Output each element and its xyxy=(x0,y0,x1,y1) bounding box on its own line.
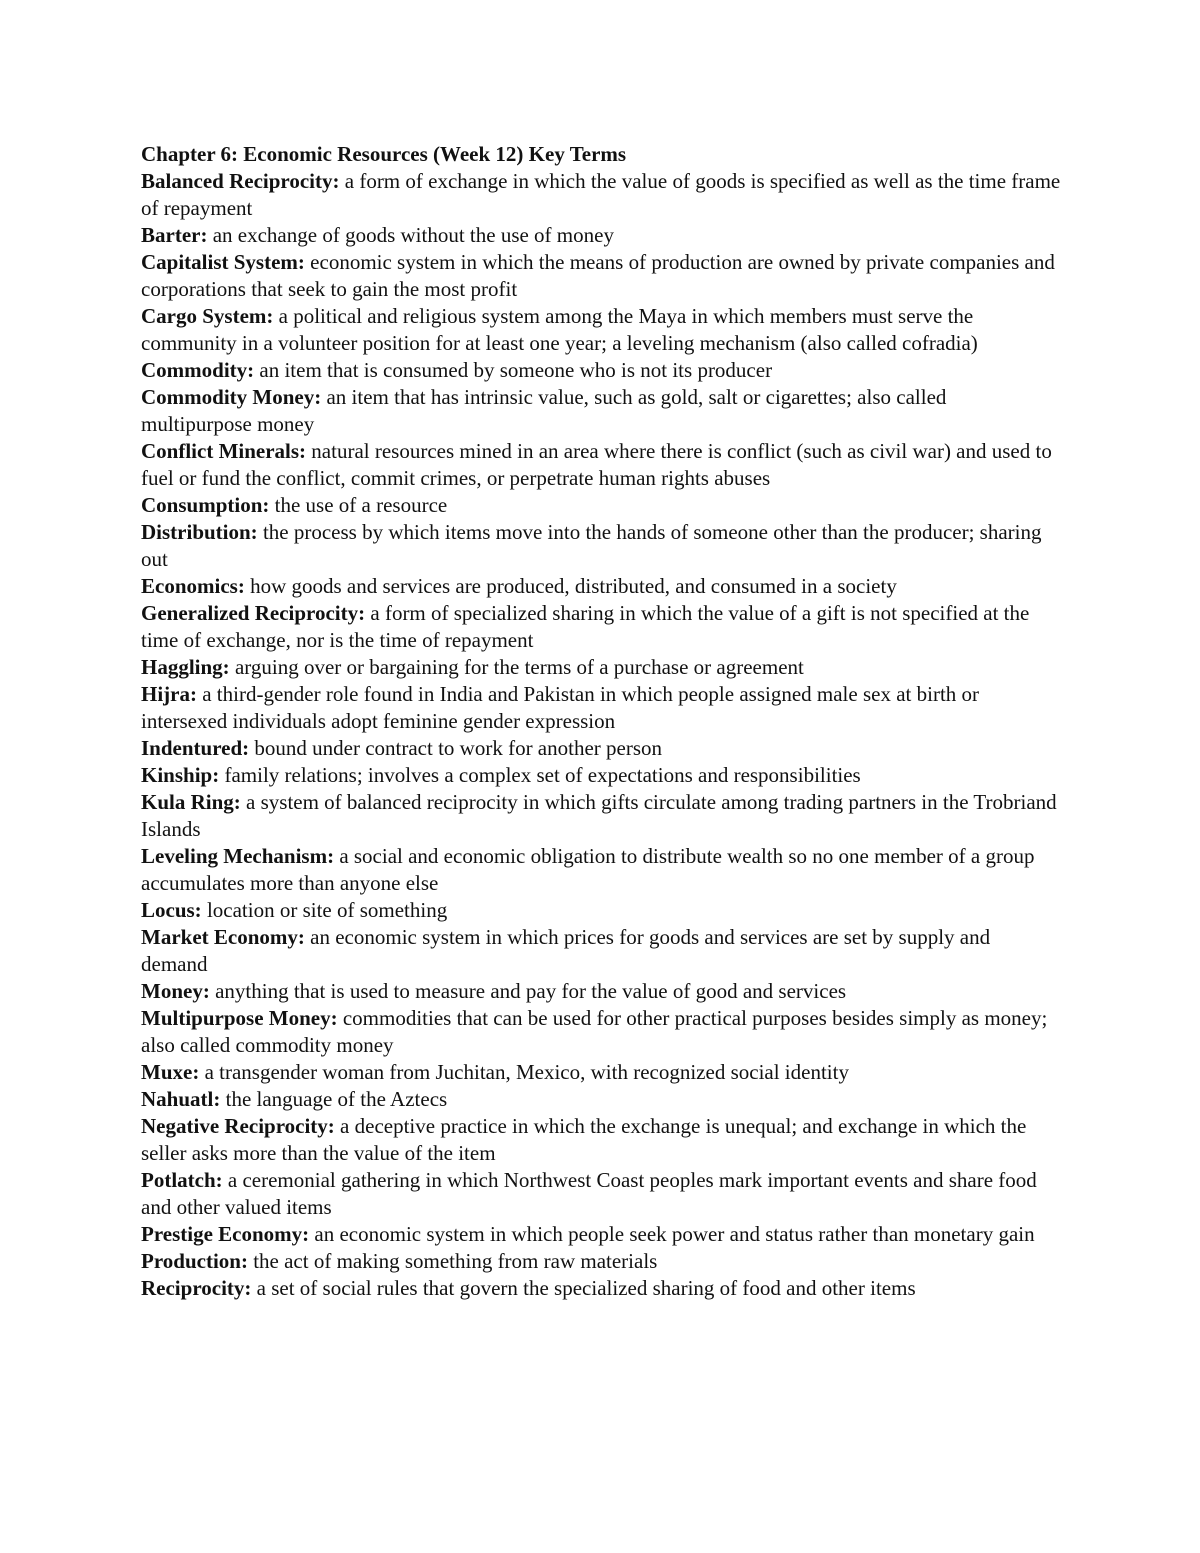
glossary-entry xyxy=(141,978,1061,1005)
glossary-term: Barter: xyxy=(141,223,208,247)
glossary-term: Indentured: xyxy=(141,736,250,760)
glossary-entry xyxy=(141,1167,1061,1221)
glossary-term: Generalized Reciprocity: xyxy=(141,601,366,625)
glossary-definition: the use of a resource xyxy=(269,493,448,517)
glossary-entry xyxy=(141,654,1061,681)
glossary-definition: commodities that can be used for other practical purposes besides simply as money; also called commodity money xyxy=(141,1006,1048,1057)
glossary-definition: a deceptive practice in which the exchange is unequal; and exchange in which the seller asks more than the value of the item xyxy=(141,1114,1027,1165)
glossary-term: Nahuatl: xyxy=(141,1087,221,1111)
glossary-entry xyxy=(141,573,1061,600)
glossary-term: Locus: xyxy=(141,898,202,922)
glossary-entry xyxy=(141,843,1061,897)
glossary-term: Economics: xyxy=(141,574,245,598)
glossary-definition: an item that is consumed by someone who is not its producer xyxy=(254,358,773,382)
glossary-entry xyxy=(141,249,1061,303)
glossary-term: Cargo System: xyxy=(141,304,274,328)
glossary-term: Haggling: xyxy=(141,655,230,679)
glossary-definition: a form of exchange in which the value of goods is specified as well as the time frame of repayment xyxy=(141,169,1061,220)
glossary-entry xyxy=(141,357,1061,384)
glossary-entry xyxy=(141,519,1061,573)
glossary-definition: an economic system in which people seek power and status rather than monetary gain xyxy=(309,1222,1035,1246)
glossary-definition: a set of social rules that govern the specialized sharing of food and other items xyxy=(251,1276,916,1300)
glossary-term: Consumption: xyxy=(141,493,270,517)
glossary-term: Negative Reciprocity: xyxy=(141,1114,335,1138)
glossary-term: Market Economy: xyxy=(141,925,305,949)
glossary-definition: a form of specialized sharing in which the value of a gift is not specified at the time of exchange, nor is the time of repayment xyxy=(141,601,1030,652)
glossary-term: Kinship: xyxy=(141,763,220,787)
glossary-term: Reciprocity: xyxy=(141,1276,252,1300)
glossary-entry xyxy=(141,303,1061,357)
glossary-term: Leveling Mechanism: xyxy=(141,844,335,868)
glossary-entry xyxy=(141,897,1061,924)
glossary-entry xyxy=(141,681,1061,735)
glossary-term: Muxe: xyxy=(141,1060,200,1084)
glossary-entry xyxy=(141,762,1061,789)
glossary-entry xyxy=(141,384,1061,438)
glossary-definition: economic system in which the means of production are owned by private companies and corporations that seek to gain the most profit xyxy=(141,250,1055,301)
glossary-entry xyxy=(141,168,1061,222)
glossary-term: Multipurpose Money: xyxy=(141,1006,338,1030)
glossary-definition: the act of making something from raw materials xyxy=(247,1249,658,1273)
glossary-definition: bound under contract to work for another person xyxy=(249,736,663,760)
glossary-term: Kula Ring: xyxy=(141,790,241,814)
glossary-term: Conflict Minerals: xyxy=(141,439,307,463)
glossary-entry xyxy=(141,1005,1061,1059)
glossary-term: Balanced Reciprocity: xyxy=(141,169,340,193)
glossary-entry xyxy=(141,1086,1061,1113)
glossary-entry xyxy=(141,438,1061,492)
glossary-entry xyxy=(141,789,1061,843)
glossary-term: Prestige Economy: xyxy=(141,1222,310,1246)
glossary-entry xyxy=(141,492,1061,519)
glossary-definition: a political and religious system among the Maya in which members must serve the community in a volunteer position for at least one year; a leveling mechanism (also called cofradia) xyxy=(141,304,978,355)
glossary-term: Distribution: xyxy=(141,520,258,544)
document-page xyxy=(141,141,1061,1302)
glossary-term: Money: xyxy=(141,979,210,1003)
glossary-definition: an exchange of goods without the use of money xyxy=(207,223,614,247)
glossary-term: Hijra: xyxy=(141,682,197,706)
glossary-definition: a transgender woman from Juchitan, Mexico, with recognized social identity xyxy=(199,1060,849,1084)
glossary-definition: natural resources mined in an area where there is conflict (such as civil war) and used to fuel or fund the conflict, commit crimes, or perpetrate human rights abuses xyxy=(141,439,1052,490)
glossary-entry xyxy=(141,924,1061,978)
glossary-term: Potlatch: xyxy=(141,1168,223,1192)
page-title: Chapter 6: Economic Resources (Week 12) Key Terms xyxy=(141,142,627,166)
glossary-definition: a system of balanced reciprocity in which gifts circulate among trading partners in the Trobriand Islands xyxy=(141,790,1057,841)
glossary-list xyxy=(141,168,1061,1302)
glossary-entry xyxy=(141,222,1061,249)
glossary-definition: location or site of something xyxy=(201,898,448,922)
glossary-entry xyxy=(141,1059,1061,1086)
glossary-definition: the process by which items move into the hands of someone other than the producer; sharing out xyxy=(141,520,1042,571)
glossary-entry xyxy=(141,1221,1061,1248)
glossary-definition: arguing over or bargaining for the terms of a purchase or agreement xyxy=(229,655,804,679)
glossary-definition: family relations; involves a complex set of expectations and responsibilities xyxy=(219,763,861,787)
glossary-definition: the language of the Aztecs xyxy=(220,1087,448,1111)
glossary-entry xyxy=(141,600,1061,654)
glossary-definition: how goods and services are produced, distributed, and consumed in a society xyxy=(244,574,897,598)
glossary-entry xyxy=(141,1275,1061,1302)
glossary-definition: an item that has intrinsic value, such as gold, salt or cigarettes; also called multipurpose money xyxy=(141,385,947,436)
glossary-term: Commodity Money: xyxy=(141,385,322,409)
glossary-definition: a ceremonial gathering in which Northwest Coast peoples mark important events and share food and other valued items xyxy=(141,1168,1037,1219)
glossary-term: Capitalist System: xyxy=(141,250,305,274)
glossary-entry xyxy=(141,1113,1061,1167)
glossary-entry xyxy=(141,735,1061,762)
glossary-term: Production: xyxy=(141,1249,248,1273)
glossary-definition: a social and economic obligation to distribute wealth so no one member of a group accumulates more than anyone else xyxy=(141,844,1035,895)
glossary-definition: anything that is used to measure and pay for the value of good and services xyxy=(209,979,847,1003)
glossary-entry xyxy=(141,1248,1061,1275)
glossary-definition: a third-gender role found in India and Pakistan in which people assigned male sex at birth or intersexed individuals adopt feminine gender expression xyxy=(141,682,980,733)
glossary-term: Commodity: xyxy=(141,358,255,382)
glossary-definition: an economic system in which prices for goods and services are set by supply and demand xyxy=(141,925,991,976)
